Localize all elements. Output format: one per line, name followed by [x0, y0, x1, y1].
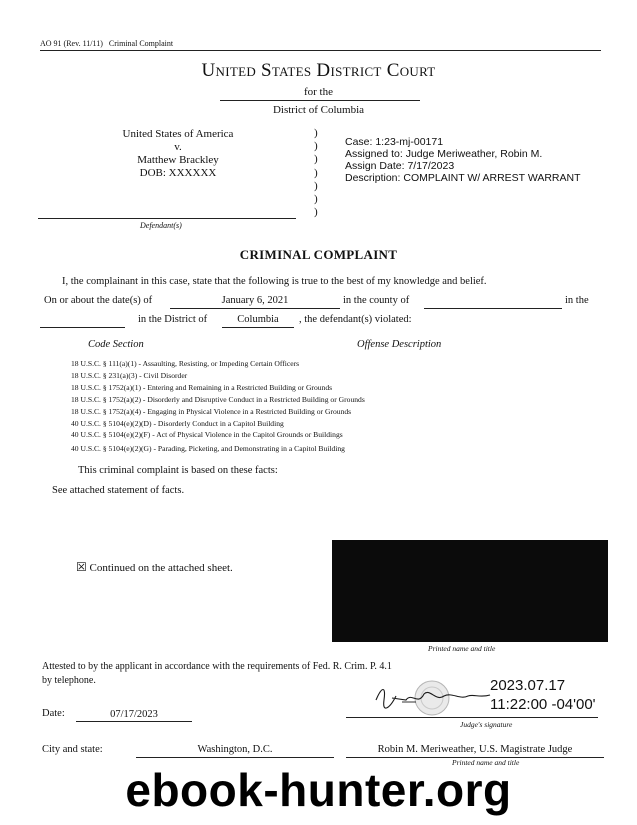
versus: v. [174, 141, 182, 153]
bracket: ) [314, 179, 318, 192]
signature-rule [346, 717, 598, 718]
court-district: District of Columbia [272, 104, 365, 116]
bracket: ) [314, 166, 318, 179]
defendant-label: Defendant(s) [140, 221, 182, 230]
list-item: 40 U.S.C. § 5104(e)(2)(F) - Act of Physical Violence in the Capitol Grounds or Buildings [71, 430, 343, 440]
signature-svg [372, 678, 492, 718]
case-description: Description: COMPLAINT W/ ARREST WARRANT [345, 172, 581, 184]
caption-brackets [314, 127, 318, 219]
digital-signature-stamp [490, 676, 596, 714]
form-number: AO 91 (Rev. 11/11) [40, 39, 103, 48]
violated-label: , the defendant(s) violated: [299, 314, 412, 325]
attestation-line-2: by telephone. [42, 675, 96, 686]
checkbox[interactable]: ☒ [76, 560, 87, 574]
district-field: Columbia [222, 314, 294, 328]
in-the-label: in the [565, 295, 589, 306]
case-number: Case: 1:23-mj-00171 [345, 136, 444, 148]
complainant-printed-label: Printed name and title [428, 644, 496, 653]
redaction-block [332, 540, 608, 642]
list-item: 40 U.S.C. § 5104(e)(2)(G) - Parading, Picketing, and Demonstrating in a Capitol Building [71, 444, 345, 454]
list-item: 40 U.S.C. § 5104(e)(2)(D) - Disorderly Conduct in a Capitol Building [71, 418, 284, 428]
form-name: Criminal Complaint [108, 39, 174, 48]
statute-list [71, 358, 365, 455]
judge-printed-name: Robin M. Meriweather, U.S. Magistrate Judge [346, 744, 604, 758]
date-label: On or about the date(s) of [44, 295, 153, 306]
date-row-value: 07/17/2023 [76, 709, 192, 722]
list-item: 18 U.S.C. § 1752(a)(2) - Disorderly and Disruptive Conduct in a Restricted Building or Grounds [71, 394, 365, 404]
bracket: ) [314, 127, 318, 139]
facts-attached: See attached statement of facts. [52, 485, 185, 496]
plaintiff-name: United States of America [122, 128, 234, 140]
bracket: ) [314, 206, 318, 219]
bracket: ) [314, 193, 318, 206]
blank-field [40, 314, 125, 328]
offense-description-header: Offense Description [357, 339, 442, 350]
case-info [345, 136, 581, 184]
judge-signature-label: Judge's signature [460, 720, 513, 729]
court-title: United States District Court [201, 60, 436, 81]
statement-intro: I, the complainant in this case, state that the following is true to the best of my knowledge and belief. [62, 276, 487, 287]
city-label: City and state: [42, 744, 103, 755]
continued-row [76, 560, 233, 575]
header-rule [40, 50, 601, 51]
district-rule [220, 100, 420, 101]
defendant-rule [38, 218, 296, 219]
judge-signature-image [372, 678, 492, 718]
facts-intro: This criminal complaint is based on these facts: [78, 465, 278, 476]
case-caption [88, 128, 268, 180]
defendant-name: Matthew Brackley [137, 154, 219, 166]
attestation-line-1: Attested to by the applicant in accordance with the requirements of Fed. R. Crim. P. 4.1 [42, 661, 392, 672]
watermark-text: ebook-hunter.org [125, 764, 512, 816]
list-item: 18 U.S.C. § 1752(a)(4) - Engaging in Physical Violence in a Restricted Building or Grounds [71, 406, 352, 416]
bracket: ) [314, 153, 318, 166]
district-prefix: in the District of [138, 314, 208, 325]
city-value: Washington, D.C. [136, 744, 334, 758]
document-title: CRIMINAL COMPLAINT [239, 247, 398, 262]
court-for: for the [303, 86, 333, 98]
attestation [42, 660, 392, 688]
defendant-dob: DOB: XXXXXX [139, 167, 217, 179]
list-item: 18 U.S.C. § 231(a)(3) - Civil Disorder [71, 370, 188, 380]
form-code [40, 39, 173, 48]
stamp-date: 2023.07.17 [490, 677, 566, 694]
continued-label: Continued on the attached sheet. [89, 562, 233, 574]
case-assign-date: Assign Date: 7/17/2023 [345, 160, 455, 172]
date-row-label: Date: [42, 708, 65, 719]
judge-printed-label: Printed name and title [452, 758, 520, 767]
list-item: 18 U.S.C. § 1752(a)(1) - Entering and Remaining in a Restricted Building or Grounds [71, 382, 333, 392]
stamp-time: 11:22:00 -04'00' [490, 696, 596, 713]
case-assigned: Assigned to: Judge Meriweather, Robin M. [345, 148, 543, 160]
offense-date: January 6, 2021 [170, 295, 340, 309]
county-field [424, 295, 562, 309]
code-section-header: Code Section [88, 339, 144, 350]
county-label: in the county of [343, 295, 410, 306]
bracket: ) [314, 140, 318, 153]
list-item: 18 U.S.C. § 111(a)(1) - Assaulting, Resisting, or Impeding Certain Officers [71, 359, 300, 368]
